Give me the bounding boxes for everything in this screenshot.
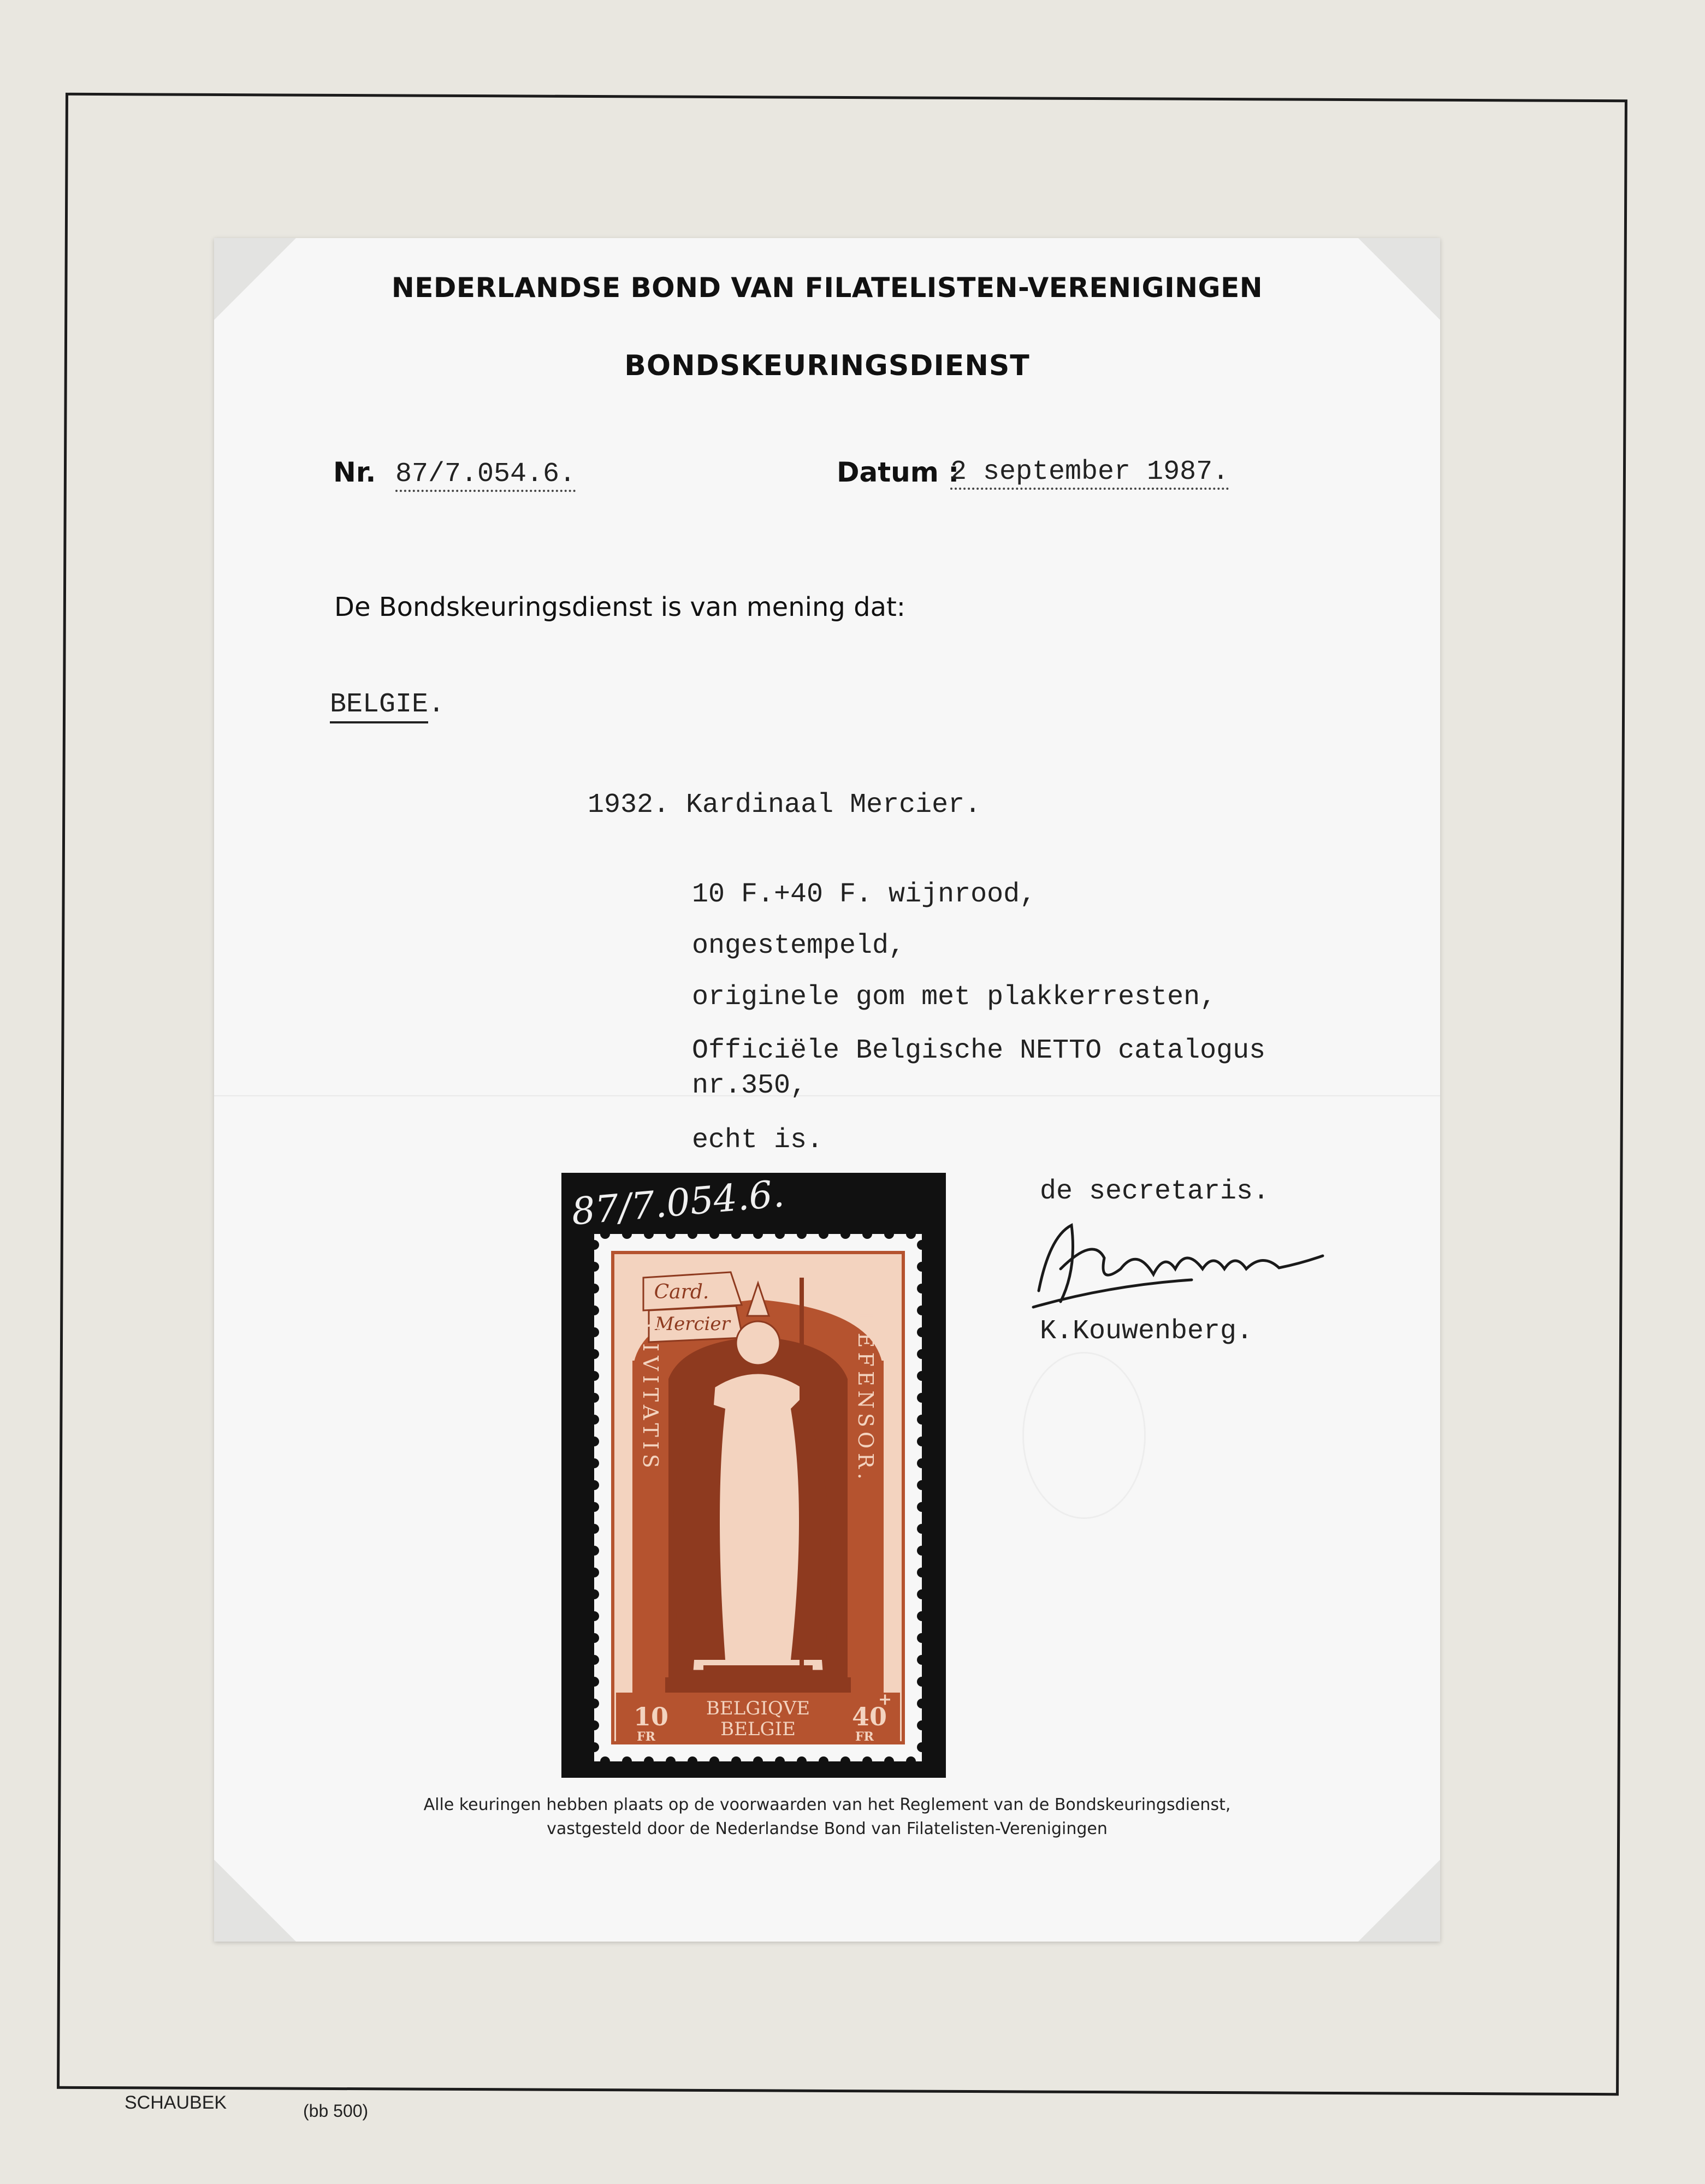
album-publisher: SCHAUBEK (125, 2092, 227, 2113)
embossed-seal (1022, 1352, 1146, 1519)
certificate-date (950, 456, 1229, 488)
stamp-pedestal (703, 1665, 813, 1687)
paper-fold (214, 1095, 1440, 1097)
certificate-heading: NEDERLANDSE BOND VAN FILATELISTEN-VERENIGINGEN (391, 272, 1263, 304)
stamp-banner-text-2: Mercier (655, 1313, 730, 1335)
certificate-number-value: 87/7.054.6. (395, 459, 576, 492)
opinion-statement: De Bondskeuringsdienst is van mening dat: (334, 592, 905, 622)
number-label: Nr. (333, 456, 376, 488)
stamp-right-vertical-text: DEFENSOR. (854, 1311, 878, 1484)
secretary-signature (1028, 1203, 1334, 1324)
stamp-left-value: 10 (634, 1702, 669, 1731)
stamp-country-2: BELGIE (720, 1718, 796, 1740)
stamp-right-plus: + (878, 1690, 892, 1709)
stamp-country-1: BELGIQVE (706, 1698, 810, 1719)
album-page-code: (bb 500) (303, 2101, 369, 2121)
date-label: Datum : (837, 456, 960, 488)
certificate-subheading: BONDSKEURINGSDIENST (624, 349, 1030, 382)
stamp-right-value: 40 (852, 1702, 887, 1731)
stamp-left-unit: FR (637, 1730, 655, 1744)
detail-line: nr.350, (692, 1070, 807, 1101)
stamp-banner-text-1: Card. (654, 1281, 709, 1303)
country-suffix: . (428, 689, 445, 720)
stamp-mount (561, 1173, 946, 1778)
secretary-title: de secretaris. (1040, 1176, 1270, 1207)
photo-corner-bottom-left (214, 1860, 296, 1942)
stamp-left-vertical-text: CIVITATIS (638, 1323, 662, 1473)
country-value: BELGIE (330, 689, 428, 723)
stamp-image (594, 1234, 922, 1761)
stamp-right-unit: FR (855, 1730, 874, 1744)
detail-line: ongestempeld, (692, 930, 905, 962)
footer-conditions-1: Alle keuringen hebben plaats op de voorwaarden van het Reglement van de Bondskeuringsdienst, (423, 1795, 1231, 1814)
certificate-number (395, 459, 576, 490)
stamp-certificate-number: 87/7.054.6. (570, 1172, 786, 1234)
footer-conditions-2: vastgesteld door de Nederlandse Bond van Filatelisten-Verenigingen (547, 1819, 1108, 1838)
certificate-sheet (214, 238, 1440, 1942)
stamp-figure-head (736, 1321, 780, 1365)
detail-line: Officiële Belgische NETTO catalogus (692, 1035, 1266, 1066)
detail-line: 10 F.+40 F. wijnrood, (692, 879, 1037, 910)
secretary-name: K.Kouwenberg. (1040, 1316, 1253, 1347)
detail-line: originele gom met plakkerresten, (692, 982, 1217, 1013)
certificate-date-value: 2 september 1987. (950, 456, 1229, 490)
issue-line: 1932. Kardinaal Mercier. (588, 790, 981, 821)
detail-line: echt is. (692, 1125, 824, 1156)
photo-corner-bottom-right (1358, 1860, 1440, 1942)
country-line (330, 689, 445, 720)
